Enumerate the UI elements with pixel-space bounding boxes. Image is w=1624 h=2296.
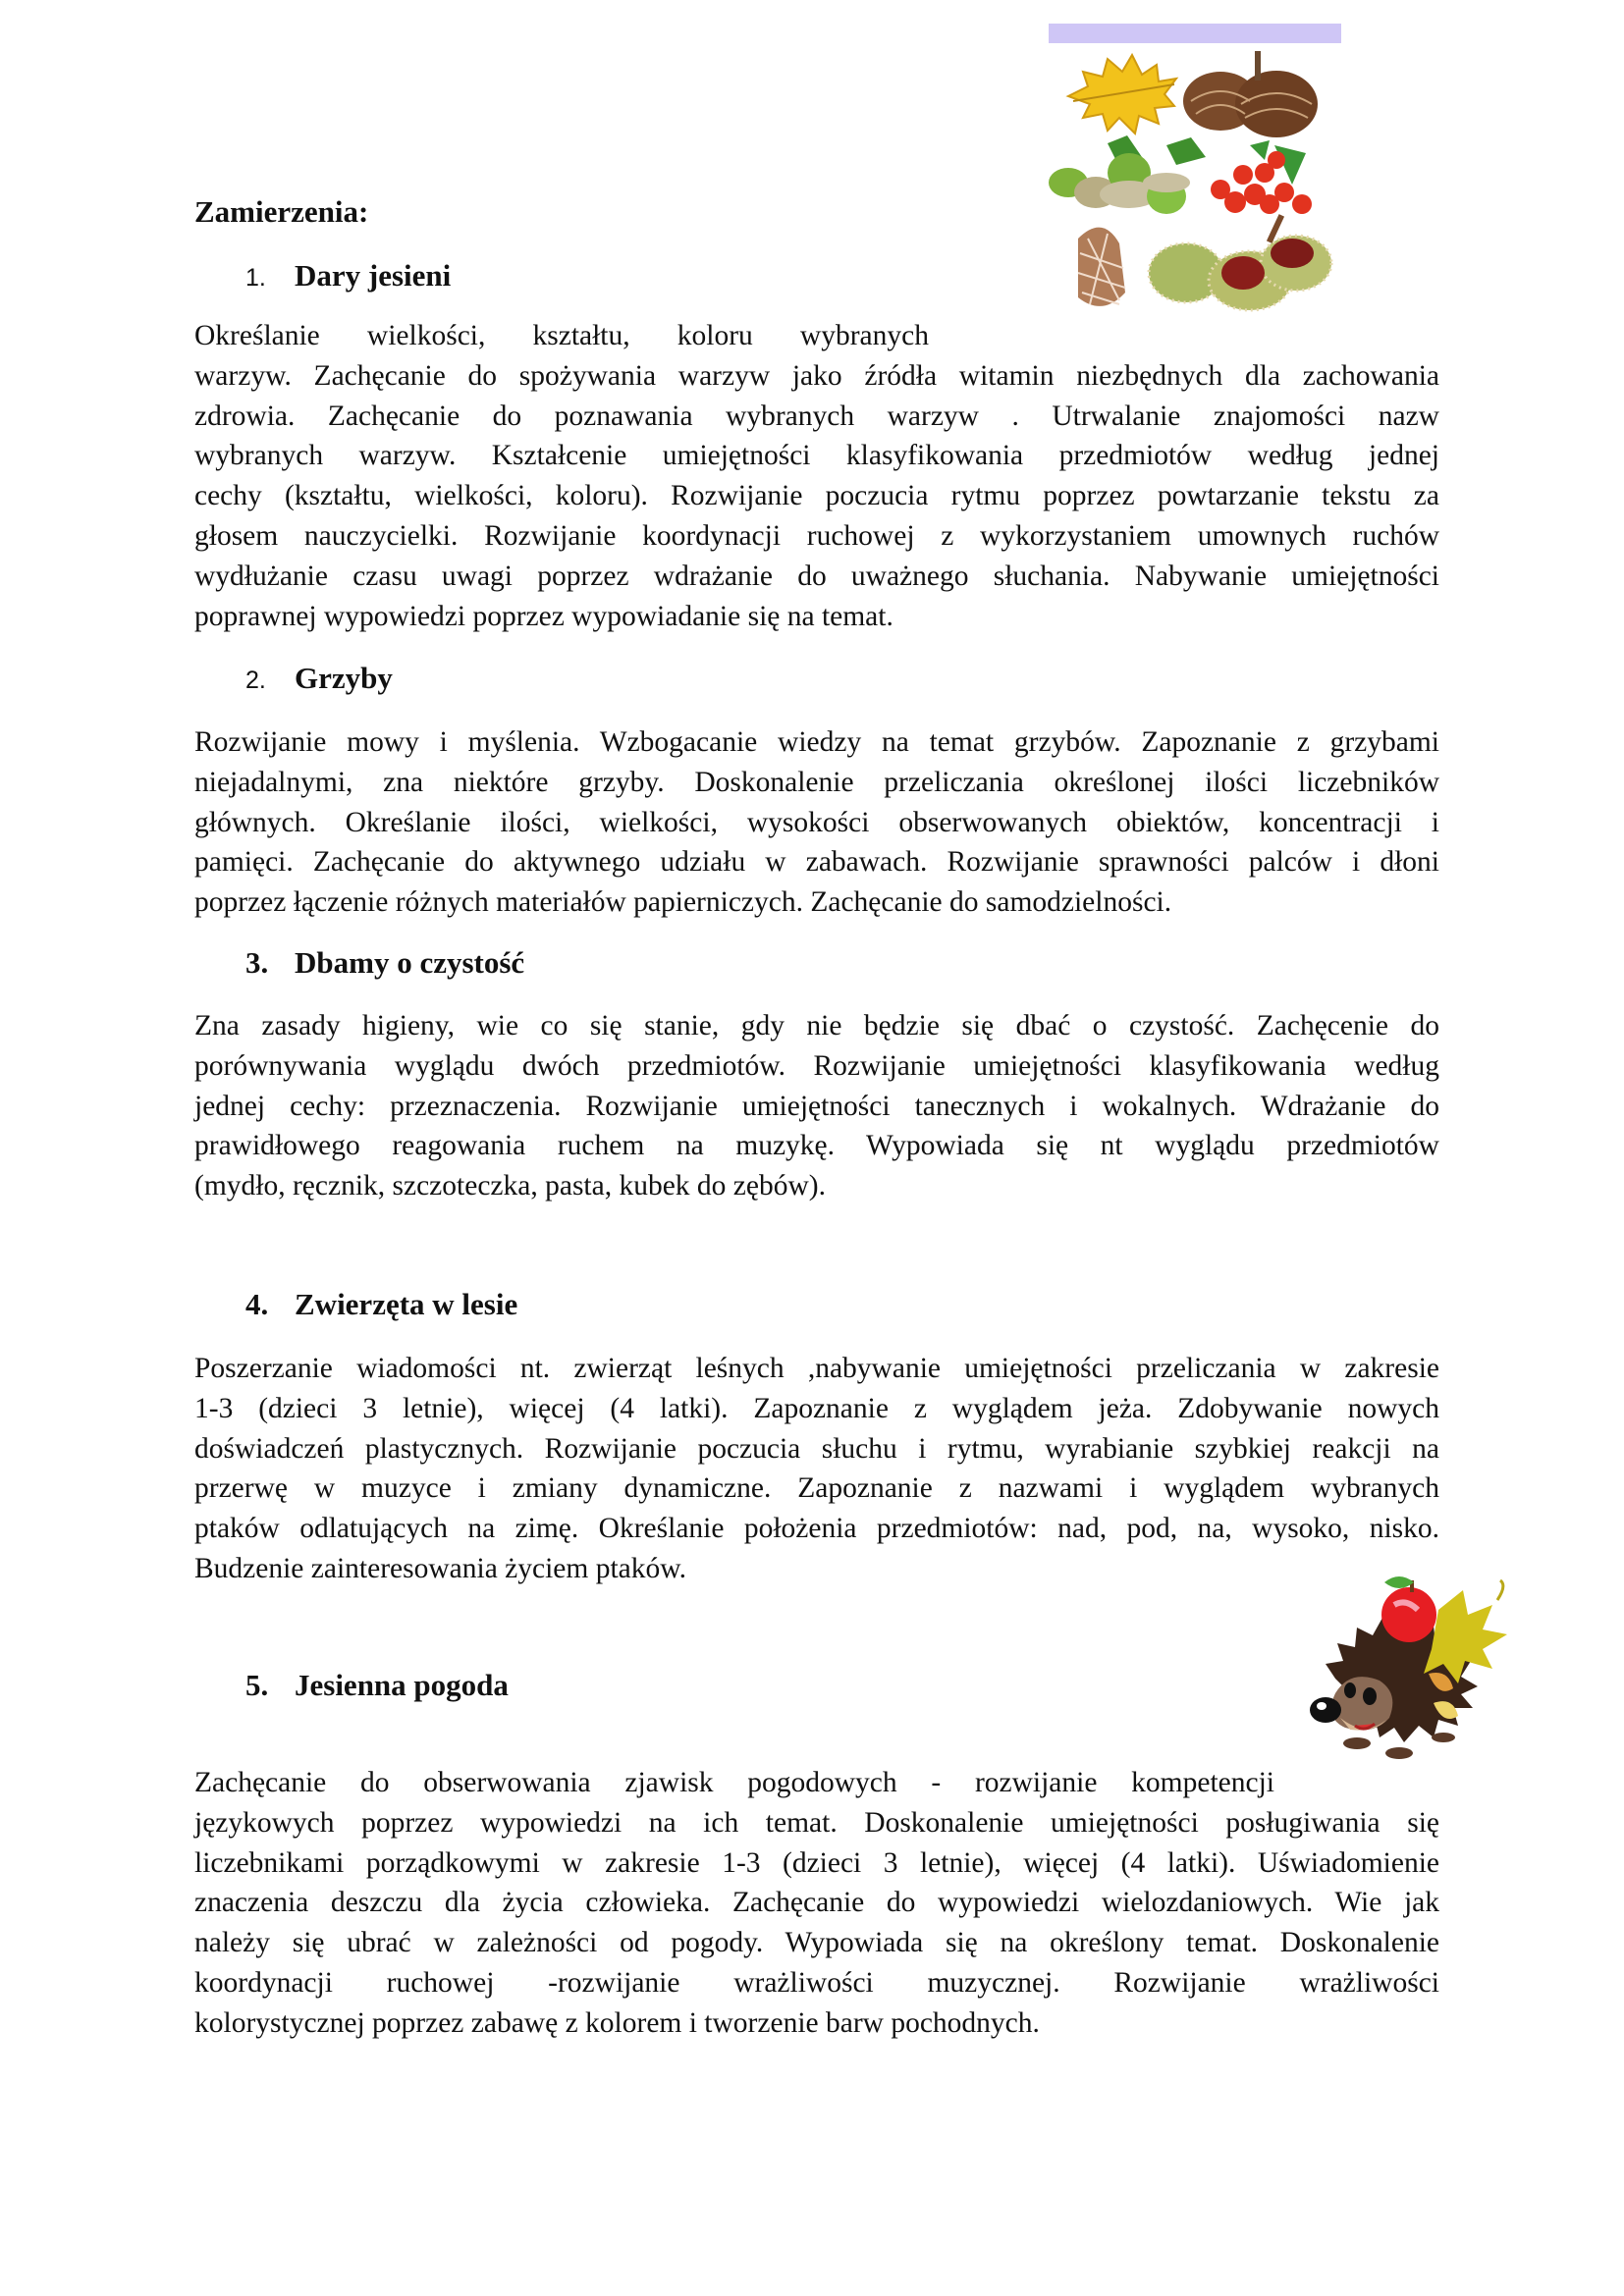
paragraph-line: głównych. Określanie ilości, wielkości, wysokości obserwowanych obiektów, koncentracji i <box>194 806 1439 838</box>
pine-cones-icon <box>1183 51 1318 137</box>
apple-icon <box>1381 1576 1436 1642</box>
paragraph-line: wybranych warzyw. Kształcenie umiejętności klasyfikowania przedmiotów według jednej <box>194 440 1439 472</box>
paragraph-line: porównywania wyglądu dwóch przedmiotów. Rozwijanie umiejętności klasyfikowania według <box>194 1049 1439 1082</box>
paragraph-line: znaczenia deszczu dla życia człowieka. Zachęcanie do wypowiedzi wielozdaniowych. Wie jak <box>194 1887 1439 1919</box>
paragraph-line: jednej cechy: przeznaczenia. Rozwijanie umiejętności tanecznych i wokalnych. Wdrażanie do <box>194 1090 1439 1122</box>
paragraph-line: (mydło, ręcznik, szczoteczka, pasta, kubek do zębów). <box>194 1170 826 1202</box>
paragraph-line: zdrowia. Zachęcanie do poznawania wybranych warzyw . Utrwalanie znajomości nazw <box>194 400 1439 432</box>
section-number: 2. <box>245 667 266 694</box>
paragraph-line: językowych poprzez wypowiedzi na ich temat. Doskonalenie umiejętności posługiwania się <box>194 1806 1439 1839</box>
paragraph-line: Określanie wielkości, kształtu, koloru wybranych <box>194 320 929 351</box>
section-paragraph-1 <box>194 316 1439 636</box>
section-number: 5. <box>245 1668 269 1702</box>
cedar-cone-icon <box>1078 228 1125 306</box>
oak-leaf-icon <box>1068 55 1176 133</box>
paragraph-line: doświadczeń plastycznych. Rozwijanie poczucia słuchu i rytmu, wyrabianie szybkiej reakcji na <box>194 1432 1439 1465</box>
section-heading-5 <box>245 1668 509 1703</box>
paragraph-line: Poszerzanie wiadomości nt. zwierząt leśnych ,nabywanie umiejętności przeliczania w zakresie <box>194 1353 1439 1384</box>
section-title: Dbamy o czystość <box>295 945 525 980</box>
section-paragraph-2 <box>194 722 1439 923</box>
paragraph-line: poprzez łączenie różnych materiałów papierniczych. Zachęcanie do samodzielności. <box>194 886 1172 919</box>
paragraph-line: Budzenie zainteresowania życiem ptaków. <box>194 1552 687 1584</box>
image-header-bar <box>1049 24 1341 43</box>
paragraph-line: pamięci. Zachęcanie do aktywnego udziału w zabawach. Rozwijanie sprawności palców i dłoni <box>194 846 1439 879</box>
chestnuts-icon <box>1149 214 1331 310</box>
section-paragraph-4 <box>194 1349 1439 1589</box>
section-paragraph-5 <box>194 1763 1439 2044</box>
section-title: Grzyby <box>295 661 393 695</box>
page-title: Zamierzenia: <box>194 194 369 229</box>
acorns-icon <box>1049 135 1206 214</box>
section-number: 4. <box>245 1287 269 1321</box>
section-number: 1. <box>245 264 266 292</box>
section-heading-4 <box>245 1287 517 1322</box>
section-paragraph-3 <box>194 1006 1439 1206</box>
section-heading-1 <box>245 258 451 294</box>
section-title: Zwierzęta w lesie <box>295 1287 518 1321</box>
paragraph-line: warzyw. Zachęcanie do spożywania warzyw jako źródła witamin niezbędnych dla zachowania <box>194 359 1439 392</box>
section-heading-2 <box>245 661 393 696</box>
paragraph-line: ptaków odlatujących na zimę. Określanie położenia przedmiotów: nad, pod, na, wysoko, nisko. <box>194 1513 1439 1545</box>
hedgehog-image <box>1296 1571 1522 1767</box>
paragraph-line: niejadalnymi, zna niektóre grzyby. Doskonalenie przeliczania określonej ilości liczebników <box>194 766 1439 798</box>
paragraph-line: głosem nauczycielki. Rozwijanie koordynacji ruchowej z wykorzystaniem umownych ruchów <box>194 519 1439 552</box>
section-heading-3 <box>245 945 524 981</box>
section-number: 3. <box>245 945 269 980</box>
paragraph-line: koordynacji ruchowej -rozwijanie wrażliwości muzycznej. Rozwijanie wrażliwości <box>194 1966 1439 1999</box>
rowan-berries-icon <box>1211 140 1312 214</box>
paragraph-line: wydłużanie czasu uwagi poprzez wdrażanie do uważnego słuchania. Nabywanie umiejętności <box>194 560 1439 592</box>
paragraph-line: Rozwijanie mowy i myślenia. Wzbogacanie wiedzy na temat grzybów. Zapoznanie z grzybami <box>194 726 1439 758</box>
paragraph-line: kolorystycznej poprzez zabawę z kolorem i tworzenie barw pochodnych. <box>194 2006 1040 2039</box>
autumn-gifts-image <box>1049 47 1343 322</box>
paragraph-line: przerwę w muzyce i zmiany dynamiczne. Zapoznanie z nazwami i wyglądem wybranych <box>194 1472 1439 1505</box>
section-title: Jesienna pogoda <box>295 1668 509 1702</box>
paragraph-line: cechy (kształtu, wielkości, koloru). Rozwijanie poczucia rytmu poprzez powtarzanie tekstu za <box>194 480 1439 512</box>
paragraph-line: Zna zasady higieny, wie co się stanie, gdy nie będzie się dbać o czystość. Zachęcenie do <box>194 1010 1439 1041</box>
paragraph-line: liczebnikami porządkowymi w zakresie 1-3 (dzieci 3 letnie), więcej (4 latki). Uświadomienie <box>194 1846 1439 1879</box>
paragraph-line: 1-3 (dzieci 3 letnie), więcej (4 latki). Zapoznanie z wyglądem jeża. Zdobywanie nowych <box>194 1392 1439 1424</box>
paragraph-line: Zachęcanie do obserwowania zjawisk pogodowych - rozwijanie kompetencji <box>194 1767 1274 1798</box>
section-title: Dary jesieni <box>295 258 452 293</box>
paragraph-line: poprawnej wypowiedzi poprzez wypowiadanie się na temat. <box>194 600 893 632</box>
paragraph-line: prawidłowego reagowania ruchem na muzykę. Wypowiada się nt wyglądu przedmiotów <box>194 1130 1439 1162</box>
paragraph-line: należy się ubrać w zależności od pogody. Wypowiada się na określony temat. Doskonalenie <box>194 1927 1439 1959</box>
